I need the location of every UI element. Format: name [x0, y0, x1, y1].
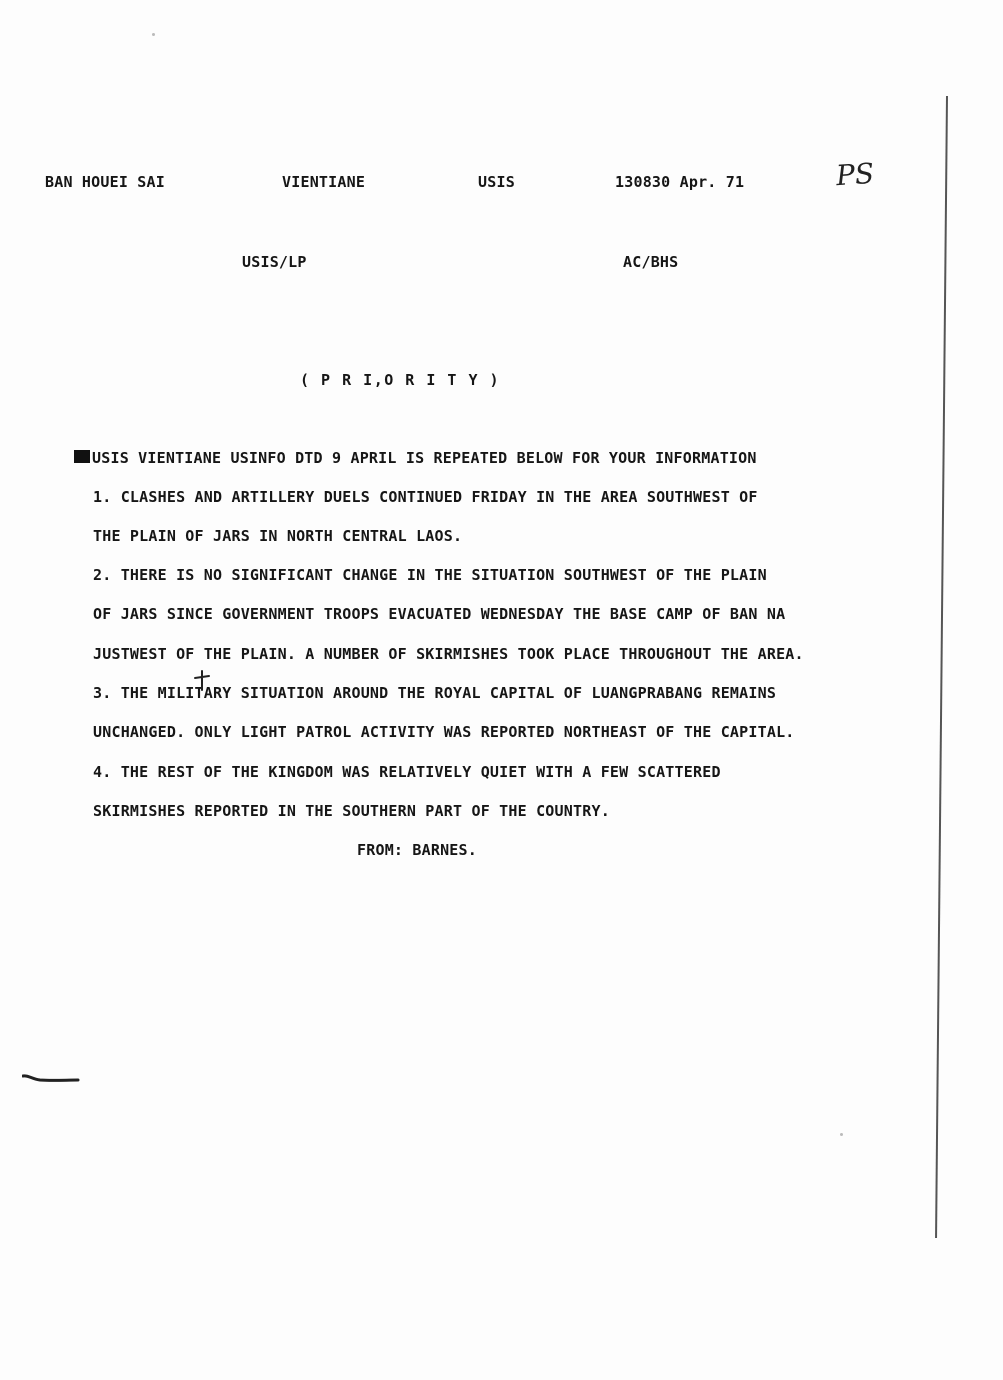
handwritten-initials: PS	[834, 156, 876, 193]
ink-blot	[74, 450, 90, 463]
intro-line: USIS VIENTIANE USINFO DTD 9 APRIL IS REPEATED BELOW FOR YOUR INFORMATION	[92, 449, 757, 467]
routing-from-code: AC/BHS	[623, 253, 679, 271]
signature-line: FROM: BARNES.	[357, 841, 477, 859]
body-line: 3. THE MILITARY SITUATION AROUND THE ROYAL CAPITAL OF LUANGPRABANG REMAINS	[93, 684, 777, 702]
precedence-label: ( P R I,O R I T Y )	[300, 371, 501, 389]
origin-station: BAN HOUEI SAI	[45, 173, 165, 191]
body-line: SKIRMISHES REPORTED IN THE SOUTHERN PART OF THE COUNTRY.	[93, 802, 610, 820]
paper-speck	[840, 1133, 843, 1136]
agency-code: USIS	[478, 173, 515, 191]
paper-speck	[152, 33, 155, 36]
body-line: OF JARS SINCE GOVERNMENT TROOPS EVACUATED WEDNESDAY THE BASE CAMP OF BAN NA	[93, 605, 786, 623]
page-edge-line	[935, 96, 948, 1238]
body-line: 1. CLASHES AND ARTILLERY DUELS CONTINUED FRIDAY IN THE AREA SOUTHWEST OF	[93, 488, 758, 506]
body-line: UNCHANGED. ONLY LIGHT PATROL ACTIVITY WAS REPORTED NORTHEAST OF THE CAPITAL.	[93, 723, 795, 741]
destination-station: VIENTIANE	[282, 173, 366, 191]
date-time-group: 130830 Apr. 71	[615, 173, 745, 191]
body-line: 4. THE REST OF THE KINGDOM WAS RELATIVELY QUIET WITH A FEW SCATTERED	[93, 763, 721, 781]
body-line: JUSTWEST OF THE PLAIN. A NUMBER OF SKIRMISHES TOOK PLACE THROUGHOUT THE AREA.	[93, 645, 804, 663]
routing-to: USIS/LP	[242, 253, 307, 271]
body-line: 2. THERE IS NO SIGNIFICANT CHANGE IN THE SITUATION SOUTHWEST OF THE PLAIN	[93, 566, 767, 584]
body-line: THE PLAIN OF JARS IN NORTH CENTRAL LAOS.	[93, 527, 463, 545]
pen-stroke-icon	[22, 1071, 82, 1085]
correction-mark-icon	[193, 670, 211, 692]
